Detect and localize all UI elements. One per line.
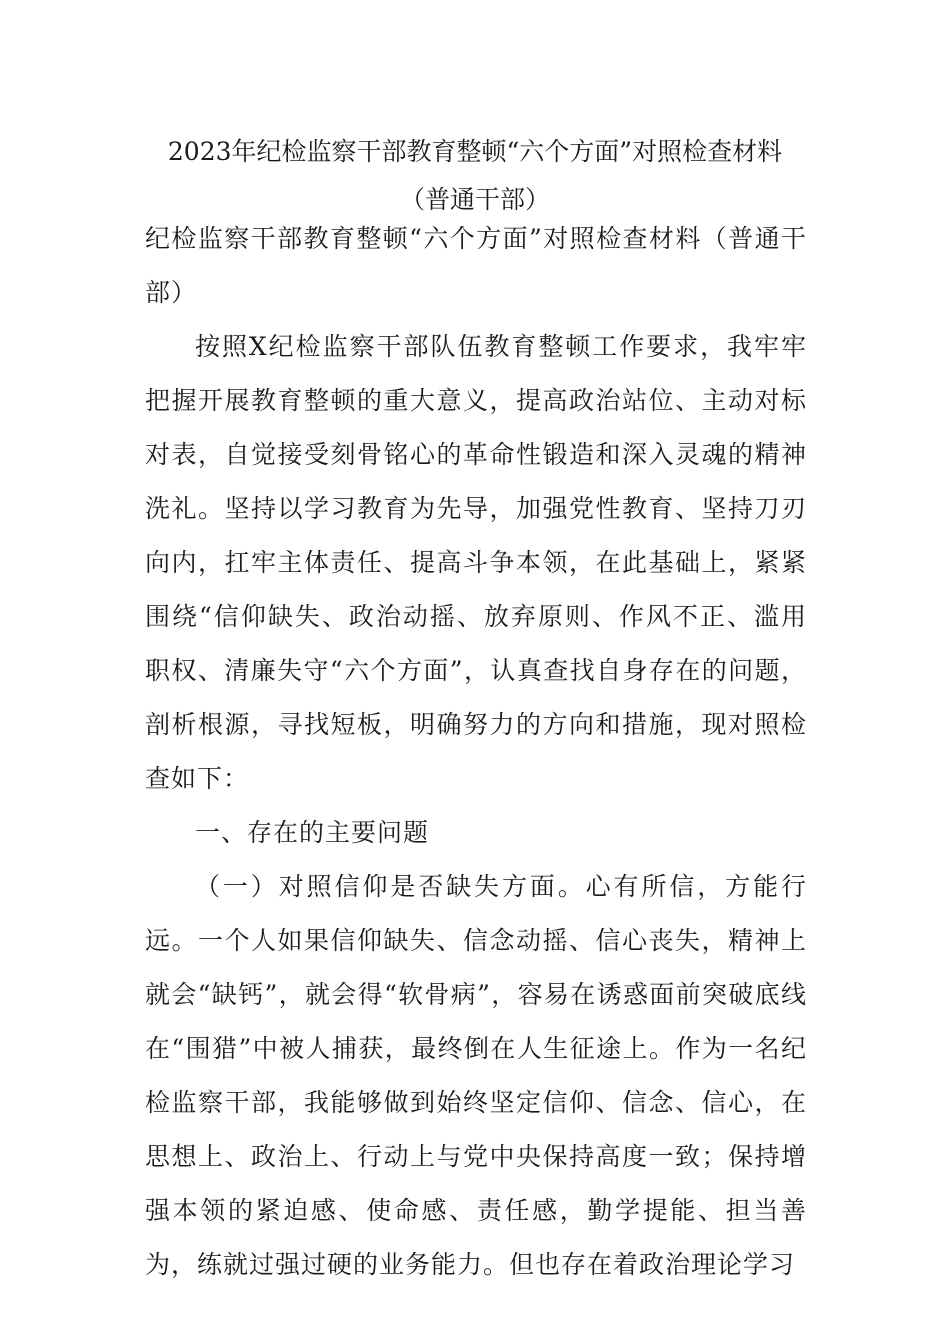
document-subtitle: 纪检监察干部教育整顿“六个方面”对照检查材料（普通干部）: [145, 224, 807, 307]
document-body: [145, 212, 807, 1292]
paragraph-intro: 按照X纪检监察干部队伍教育整顿工作要求，我牢牢把握开展教育整顿的重大意义，提高政治站位、主动对标对表，自觉接受刻骨铭心的革命性锻造和深入灵魂的精神洗礼。坚持以学习教育为先导，加强党性教育、坚持刀刃向内，扛牢主体责任、提高斗争本领，在此基础上，紧紧围绕“信仰缺失、政治动摇、放弃原则、作风不正、滥用职权、清廉失守“六个方面”，认真查找自身存在的问题，剖析根源，寻找短板，明确努力的方向和措施，现对照检查如下：: [145, 332, 807, 793]
paragraph-belief: （一）对照信仰是否缺失方面。心有所信，方能行远。一个人如果信仰缺失、信念动摇、信心丧失，精神上就会“缺钙”，就会得“软骨病”，容易在诱惑面前突破底线在“围猎”中被人捕获，最终倒在人生征途上。作为一名纪检监察干部，我能够做到始终坚定信仰、信念、信心，在思想上、政治上、行动上与党中央保持高度一致；保持增强本领的紧迫感、使命感、责任感，勤学提能、担当善为，练就过强过硬的业务能力。但也存在着政治理论学习: [145, 872, 807, 1279]
document-title-line-1: 2023年纪检监察干部教育整顿“六个方面”对照检查材料: [167, 137, 783, 166]
section-heading-main-problems: 一、存在的主要问题: [195, 818, 430, 847]
document-title-line-2: （普通干部）: [399, 185, 550, 214]
